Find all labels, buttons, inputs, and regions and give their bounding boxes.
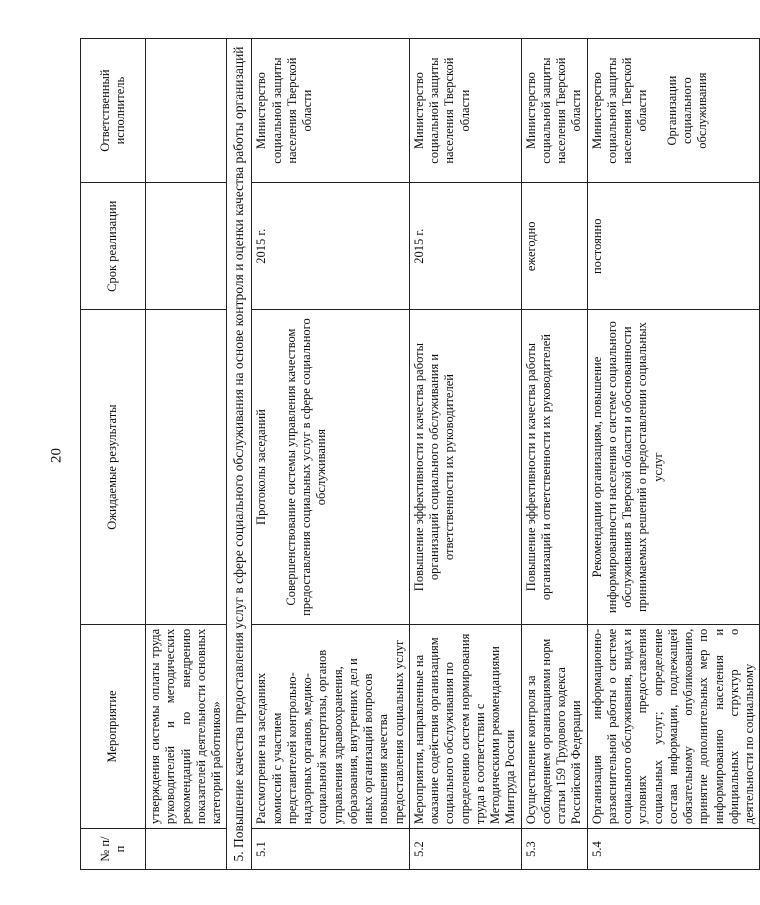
row-responsible: Министерство социальной защиты населения Тверской области [521, 39, 587, 183]
continuation-row [146, 39, 227, 870]
row-activity: Осуществление контроля за соблюдением организациями норм статьи 159 Трудового кодекса Российской Федерации [521, 624, 587, 828]
row-responsible-line: Министерство социальной защиты населения Тверской области [589, 57, 650, 164]
row-results: Повышение эффективности и качества работы организаций социального обслуживания и ответственности их руководителей [409, 310, 521, 624]
table-row [587, 39, 760, 870]
row-num: 5.2 [409, 829, 521, 870]
row-results [252, 310, 410, 624]
row-results: Повышение эффективности и качества работы организаций и ответственности их руководителей [521, 310, 587, 624]
table-row [521, 39, 587, 870]
row-num: 5.4 [587, 829, 760, 870]
row-term: 2015 г. [409, 183, 521, 310]
row-num: 5.3 [521, 829, 587, 870]
row-num: 5.1 [252, 829, 410, 870]
header-results: Ожидаемые результаты [81, 310, 146, 624]
cell-empty [146, 310, 227, 624]
row-responsible: Министерство социальной защиты населения Тверской области [409, 39, 521, 183]
cell-empty [146, 39, 227, 183]
row-activity: Организация информационно-разъяснительной работы о системе социального обслуживания, видах и условиях предоставления социальных услуг; определение состава информации, подлежащей обязательному опубликованию, принятие дополнительных мер по информированию населения и официальных структур о деятельности по социальному [587, 624, 760, 828]
row-results-line: Протоколы заседаний [254, 409, 269, 525]
header-responsible: Ответственный исполнитель [81, 39, 146, 183]
plan-table [80, 38, 760, 870]
row-term: 2015 г. [252, 183, 410, 310]
row-activity: Мероприятия, направленные на оказание содействия организациям социального обслуживания по определению систем нормирования труда в соответствии с Методическими рекомендациями Минтруда России [409, 624, 521, 828]
table-row [252, 39, 410, 870]
continuation-activity: утверждения системы оплаты труда руководителей и методических рекомендаций по внедрению показателей деятельности основных категорий работников» [146, 624, 227, 828]
section-row [227, 39, 252, 870]
page-number: 20 [48, 448, 65, 463]
row-activity: Рассмотрение на заседаниях комиссий с участием представителей контрольно-надзорных органов, медико-социальной экспертизы, органов управления здравоохранения, образования, внутренних дел и иных организаций вопросов повышения качества предоставления социальных услуг [252, 624, 410, 828]
section-title: 5. Повышение качества предоставления услуг в сфере социального обслуживания на основе контроля и оценки качества работы организаций [227, 39, 252, 870]
cell-empty [146, 829, 227, 870]
row-responsible: Министерство социальной защиты населения Тверской области [252, 39, 410, 183]
row-responsible [587, 39, 760, 183]
rotated-table-container [80, 38, 757, 870]
row-term: ежегодно [521, 183, 587, 310]
header-row [81, 39, 146, 870]
header-activity: Мероприятие [81, 624, 146, 828]
table-row [409, 39, 521, 870]
row-term: постоянно [587, 183, 760, 310]
cell-empty [146, 183, 227, 310]
header-term: Срок реализации [81, 183, 146, 310]
row-results: Рекомендации организациям, повышение информированности населения о системе социального обслуживания в Тверской области и обоснованности принимаемых решений о предоставлении социальных услуг [587, 310, 760, 624]
header-num: № п/п [81, 829, 146, 870]
row-results-line: Совершенствование системы управления качеством предоставления социальных услуг в сфере социального обслуживания [283, 318, 329, 616]
row-responsible-extra: Организации социального обслуживания [664, 72, 710, 149]
